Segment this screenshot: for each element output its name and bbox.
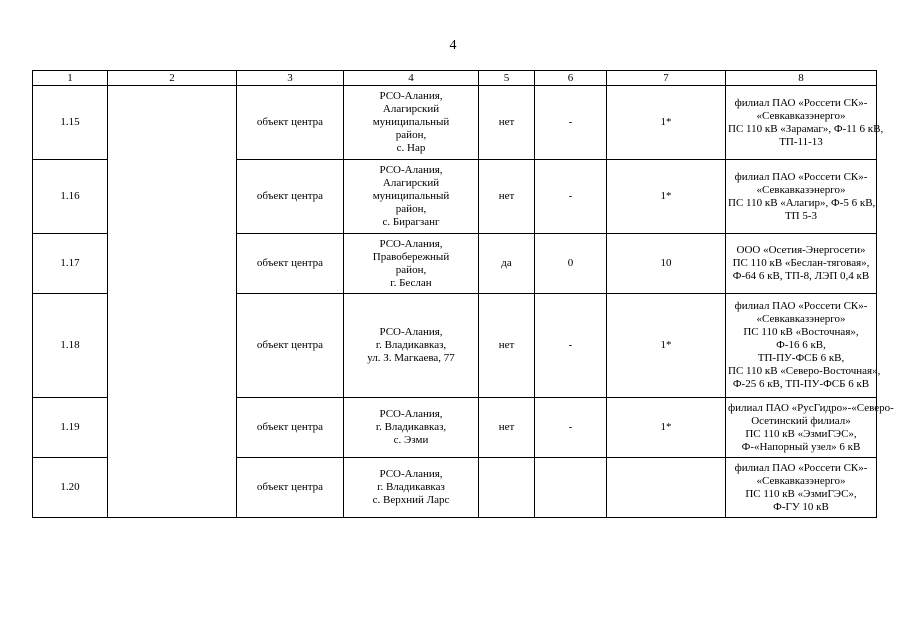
object-type-cell: объект центра bbox=[237, 398, 344, 458]
location-cell bbox=[344, 458, 479, 518]
location-cell-line: г. Владикавказ, bbox=[375, 339, 447, 351]
power-supplier-cell-line: ТП 5-3 bbox=[784, 209, 818, 222]
row-number-cell: 1.19 bbox=[33, 398, 108, 458]
location-cell-line: район, bbox=[395, 263, 427, 276]
location-cell-line: г. Владикавказ, bbox=[375, 421, 447, 433]
power-supplier-cell-line: филиал ПАО «РусГидро»-«Северо- bbox=[728, 401, 894, 414]
column-7-cell: 1* bbox=[607, 398, 726, 458]
column-6-cell: - bbox=[535, 160, 607, 234]
location-cell-line: РСО-Алания, bbox=[379, 326, 443, 338]
location-cell-line: с. Эзми bbox=[393, 434, 429, 446]
row-number-cell: 1.20 bbox=[33, 458, 108, 518]
facilities-table bbox=[32, 70, 894, 518]
column-6-cell bbox=[535, 458, 607, 518]
row-number-cell: 1.17 bbox=[33, 234, 108, 294]
location-cell-line: Алагирский bbox=[382, 177, 440, 189]
power-supplier-cell bbox=[726, 86, 884, 160]
column-7-cell bbox=[607, 458, 726, 518]
location-cell-line: г. Владикавказ bbox=[377, 481, 445, 493]
location-cell bbox=[344, 86, 479, 160]
location-cell bbox=[344, 160, 479, 234]
location-cell-line: г. Беслан bbox=[390, 276, 432, 289]
row-number-cell: 1.15 bbox=[33, 86, 108, 160]
location-cell-line: муниципальный bbox=[372, 116, 450, 128]
column-header: 4 bbox=[344, 71, 479, 86]
location-cell bbox=[344, 294, 479, 398]
column-5-cell: нет bbox=[479, 160, 535, 234]
location-cell-line: Правобережный bbox=[372, 250, 450, 263]
location-cell-line: Алагирский bbox=[382, 103, 440, 115]
object-type-cell: объект центра bbox=[237, 458, 344, 518]
power-supplier-cell-line: филиал ПАО «Россети СК»- bbox=[734, 461, 868, 474]
power-supplier-cell-line: ПС 110 кВ «Зарамаг», Ф-11 6 кВ, bbox=[728, 122, 884, 135]
power-supplier-cell-line: Осетинский филиал» bbox=[751, 414, 851, 427]
column-7-cell: 1* bbox=[607, 294, 726, 398]
power-supplier-cell-line: ПС 110 кВ «Северо-Восточная», bbox=[728, 365, 881, 377]
column-header: 3 bbox=[237, 71, 344, 86]
column-header: 8 bbox=[726, 71, 877, 86]
power-supplier-cell bbox=[726, 160, 877, 234]
column-header: 2 bbox=[108, 71, 237, 86]
location-cell-line: РСО-Алания, bbox=[379, 237, 443, 250]
column-2-merged-cell bbox=[108, 86, 237, 518]
power-supplier-cell-line: ПС 110 кВ «Беслан-тяговая», bbox=[732, 257, 870, 269]
object-type-cell: объект центра bbox=[237, 160, 344, 234]
power-supplier-cell-line: Ф-16 6 кВ, bbox=[776, 339, 826, 351]
column-6-cell: 0 bbox=[535, 234, 607, 294]
location-cell-line: РСО-Алания, bbox=[379, 164, 443, 176]
power-supplier-cell-line: ПС 110 кВ «Восточная», bbox=[743, 326, 859, 338]
object-type-cell: объект центра bbox=[237, 86, 344, 160]
column-7-cell: 1* bbox=[607, 160, 726, 234]
location-cell-line: район, bbox=[395, 129, 427, 141]
location-cell-line: РСО-Алания, bbox=[379, 468, 443, 480]
power-supplier-cell-line: ПС 110 кВ «ЭзмиГЭС», bbox=[745, 427, 857, 440]
power-supplier-cell-line: «Севкавказэнерго» bbox=[756, 313, 846, 325]
column-6-cell: - bbox=[535, 294, 607, 398]
power-supplier-cell-line: «Севкавказэнерго» bbox=[756, 183, 846, 196]
location-cell-line: РСО-Алания, bbox=[379, 408, 443, 420]
column-5-cell: нет bbox=[479, 86, 535, 160]
power-supplier-cell-line: ПС 110 кВ «Алагир», Ф-5 6 кВ, bbox=[728, 196, 876, 209]
power-supplier-cell-line: филиал ПАО «Россети СК»- bbox=[734, 96, 868, 109]
column-5-cell: нет bbox=[479, 294, 535, 398]
power-supplier-cell bbox=[726, 294, 881, 398]
column-7-cell: 1* bbox=[607, 86, 726, 160]
power-supplier-cell bbox=[726, 458, 877, 518]
location-cell-line: с. Верхний Ларс bbox=[372, 494, 450, 506]
column-header: 7 bbox=[607, 71, 726, 86]
object-type-cell: объект центра bbox=[237, 294, 344, 398]
column-5-cell: нет bbox=[479, 398, 535, 458]
column-5-cell: да bbox=[479, 234, 535, 294]
location-cell-line: район, bbox=[395, 203, 427, 215]
column-header: 1 bbox=[33, 71, 108, 86]
location-cell-line: РСО-Алания, bbox=[379, 90, 443, 102]
column-header: 6 bbox=[535, 71, 607, 86]
power-supplier-cell-line: Ф-64 6 кВ, ТП-8, ЛЭП 0,4 кВ bbox=[732, 270, 870, 282]
power-supplier-cell-line: филиал ПАО «Россети СК»- bbox=[734, 170, 868, 183]
column-7-cell: 10 bbox=[607, 234, 726, 294]
power-supplier-cell-line: ПС 110 кВ «ЭзмиГЭС», bbox=[745, 487, 857, 500]
column-6-cell: - bbox=[535, 86, 607, 160]
power-supplier-cell bbox=[726, 398, 894, 458]
object-type-cell: объект центра bbox=[237, 234, 344, 294]
power-supplier-cell bbox=[726, 234, 877, 294]
location-cell-line: с. Нар bbox=[396, 142, 426, 154]
power-supplier-cell-line: Ф-«Напорный узел» 6 кВ bbox=[741, 440, 861, 453]
table-header-row bbox=[33, 71, 877, 86]
row-number-cell: 1.18 bbox=[33, 294, 108, 398]
page-number: 4 bbox=[449, 38, 457, 53]
location-cell bbox=[344, 234, 479, 294]
location-cell-line: муниципальный bbox=[372, 190, 450, 202]
location-cell-line: ул. З. Магкаева, 77 bbox=[367, 352, 455, 364]
power-supplier-cell-line: «Севкавказэнерго» bbox=[756, 474, 846, 487]
location-cell bbox=[344, 398, 479, 458]
power-supplier-cell-line: ТП-ПУ-ФСБ 6 кВ, bbox=[757, 352, 845, 364]
power-supplier-cell-line: ООО «Осетия-Энергосети» bbox=[736, 244, 866, 256]
power-supplier-cell-line: Ф-25 6 кВ, ТП-ПУ-ФСБ 6 кВ bbox=[732, 378, 870, 390]
column-5-cell bbox=[479, 458, 535, 518]
location-cell-line: с. Бирагзанг bbox=[382, 216, 440, 228]
column-header: 5 bbox=[479, 71, 535, 86]
power-supplier-cell-line: Ф-ГУ 10 кВ bbox=[773, 500, 829, 513]
power-supplier-cell-line: филиал ПАО «Россети СК»- bbox=[734, 300, 868, 312]
row-number-cell: 1.16 bbox=[33, 160, 108, 234]
power-supplier-cell-line: «Севкавказэнерго» bbox=[756, 109, 846, 122]
column-6-cell: - bbox=[535, 398, 607, 458]
table-row bbox=[33, 86, 877, 160]
power-supplier-cell-line: ТП-11-13 bbox=[779, 135, 823, 148]
